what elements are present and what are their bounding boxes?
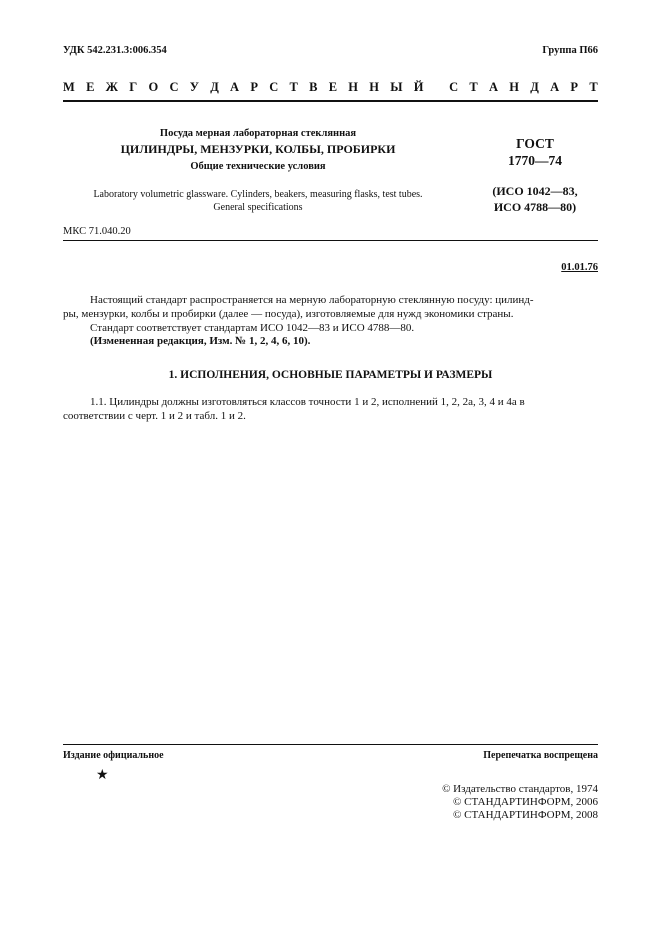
footer-rule — [63, 744, 598, 745]
banner-letter: А — [230, 80, 240, 94]
mks-code: МКС 71.040.20 — [63, 226, 131, 237]
iso-reference-2: ИСО 4788—80) — [493, 200, 577, 214]
banner-letter: Й — [413, 80, 424, 94]
banner-letter: Д — [210, 80, 219, 94]
group-code: Группа П66 — [542, 45, 598, 56]
banner-letter: Е — [86, 80, 95, 94]
paragraph-intro-line-1: Настоящий стандарт распространяется на мерную лабораторную стеклянную посуду: цилинд- — [90, 294, 534, 306]
title-english-2: General specifications — [213, 202, 303, 213]
udk-code: УДК 542.231.3:006.354 — [63, 45, 167, 56]
banner-letter — [435, 80, 438, 96]
banner-letter: С — [269, 80, 279, 94]
banner-letter: С — [169, 80, 179, 94]
paragraph-1-1-line-2: соответствии с черт. 1 и 2 и табл. 1 и 2. — [63, 410, 246, 422]
reprint-prohibited: Перепечатка воспрещена — [483, 750, 598, 761]
banner-letter: Р — [250, 80, 258, 94]
title-line-1: Посуда мерная лабораторная стеклянная — [159, 128, 357, 139]
banner-letter: Д — [530, 80, 539, 94]
copyright-1974: © Издательство стандартов, 1974 — [442, 783, 598, 795]
banner-letter: Н — [369, 80, 379, 94]
banner-letter: М — [63, 80, 75, 94]
banner-rule — [63, 100, 598, 102]
banner-letter: В — [309, 80, 318, 94]
paragraph-amendment: (Измененная редакция, Изм. № 1, 2, 4, 6, 10). — [90, 335, 311, 347]
banner-letter: Ы — [390, 80, 403, 94]
banner-letter: А — [489, 80, 499, 94]
paragraph-conformity: Стандарт соответствует стандартам ИСО 1042—83 и ИСО 4788—80. — [90, 322, 415, 334]
mks-rule — [63, 240, 598, 241]
banner-letter: Г — [129, 80, 138, 94]
paragraph-intro-line-2: ры, мензурки, колбы и пробирки (далее — посуда), изготовляемые для нужд экономики страны. — [63, 308, 514, 320]
banner-letter: Т — [589, 80, 598, 94]
title-line-3: Общие технические условия — [190, 161, 326, 172]
banner-letter: Р — [570, 80, 579, 94]
banner-letter: А — [550, 80, 560, 94]
interstate-standard-banner — [63, 80, 598, 96]
paragraph-1-1-line-1: 1.1. Цилиндры должны изготовляться классов точности 1 и 2, исполнений 1, 2, 2а, 3, 4 и 4а в — [90, 396, 525, 408]
star-icon: ★ — [96, 768, 109, 783]
gost-number: 1770—74 — [508, 153, 562, 168]
effective-date: 01.01.76 — [561, 262, 598, 273]
copyright-2006: © СТАНДАРТИНФОРМ, 2006 — [453, 796, 598, 808]
banner-letter: Т — [469, 80, 478, 94]
banner-letter: У — [189, 80, 199, 94]
section-heading: 1. ИСПОЛНЕНИЯ, ОСНОВНЫЕ ПАРАМЕТРЫ И РАЗМЕРЫ — [168, 369, 493, 381]
banner-letter: Ж — [105, 80, 119, 94]
banner-letter: Т — [289, 80, 298, 94]
gost-label: ГОСТ — [516, 136, 554, 151]
banner-letter: О — [148, 80, 159, 94]
title-line-2: ЦИЛИНДРЫ, МЕНЗУРКИ, КОЛБЫ, ПРОБИРКИ — [120, 142, 396, 156]
copyright-2008: © СТАНДАРТИНФОРМ, 2008 — [453, 809, 598, 821]
banner-letter: С — [449, 80, 459, 94]
banner-letter: Е — [328, 80, 338, 94]
iso-reference-1: (ИСО 1042—83, — [492, 184, 578, 198]
banner-letter: Н — [348, 80, 359, 94]
official-edition: Издание официальное — [63, 750, 164, 761]
banner-letter: Н — [509, 80, 520, 94]
title-english-1: Laboratory volumetric glassware. Cylinders, beakers, measuring flasks, test tubes. — [93, 189, 423, 200]
